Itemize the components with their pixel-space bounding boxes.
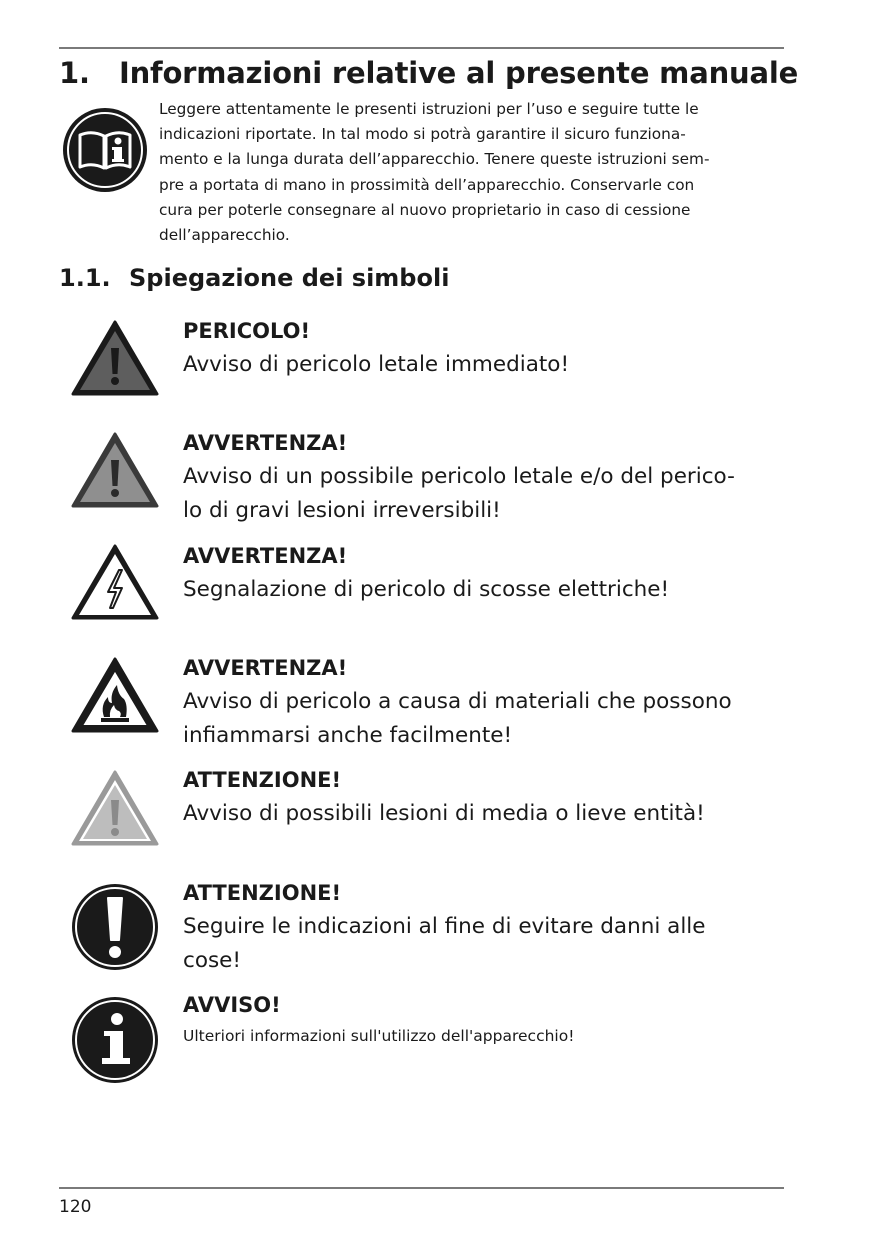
intro-line: cura per poterle consegnare al nuovo proprietario in caso di cessione: [159, 200, 691, 219]
symbol-description: Ulteriori informazioni sull'utilizzo dell'apparecchio!: [183, 1027, 575, 1045]
symbol-title: AVVERTENZA!: [183, 544, 348, 568]
section-number: 1.: [59, 56, 90, 90]
manual-info-icon: [60, 105, 150, 195]
subsection-number: 1.1.: [59, 264, 111, 292]
warning-triangle-icon: [70, 430, 160, 520]
top-rule: [59, 47, 784, 49]
danger-triangle-icon: [70, 318, 160, 408]
symbol-description: Avviso di un possibile pericolo letale e/o del perico-: [183, 464, 735, 489]
symbol-title: AVVERTENZA!: [183, 431, 348, 455]
symbol-entry: [183, 314, 783, 382]
intro-line: pre a portata di mano in prossimità dell’apparecchio. Conservarle con: [159, 175, 695, 194]
intro-line: dell’apparecchio.: [159, 226, 290, 245]
symbol-description: lo di gravi lesioni irreversibili!: [183, 498, 501, 523]
symbol-description: Avviso di possibili lesioni di media o lieve entità!: [183, 801, 705, 826]
subsection-title: Spiegazione dei simboli: [129, 264, 450, 292]
flammable-icon: [70, 655, 160, 745]
symbol-description: Avviso di pericolo a causa di materiali che possono: [183, 689, 732, 714]
page-number: 120: [59, 1197, 92, 1217]
bottom-rule: [59, 1187, 784, 1189]
symbol-title: PERICOLO!: [183, 319, 311, 343]
symbol-description: Segnalazione di pericolo di scosse elettriche!: [183, 577, 670, 602]
electric-shock-icon: [70, 542, 160, 632]
symbol-title: ATTENZIONE!: [183, 881, 342, 905]
intro-line: mento e la lunga durata dell’apparecchio. Tenere queste istruzioni sem-: [159, 150, 710, 169]
intro-paragraph: [159, 97, 784, 248]
symbol-entry: [183, 426, 783, 528]
intro-line: indicazioni riportate. In tal modo si potrà garantire il sicuro funziona-: [159, 125, 686, 144]
section-heading: [59, 56, 799, 96]
symbol-description: cose!: [183, 948, 242, 973]
exclamation-circle-icon: [70, 882, 160, 972]
symbol-entry: [183, 539, 783, 607]
symbol-entry: [183, 876, 783, 978]
symbol-entry: [183, 651, 783, 753]
section-title: Informazioni relative al presente manuale: [119, 56, 799, 90]
intro-line: Leggere attentamente le presenti istruzioni per l’uso e seguire tutte le: [159, 100, 699, 118]
symbol-title: ATTENZIONE!: [183, 768, 342, 792]
symbol-description: Seguire le indicazioni al fine di evitare danni alle: [183, 914, 706, 939]
caution-triangle-icon: [70, 768, 160, 858]
symbol-title: AVVERTENZA!: [183, 656, 348, 680]
symbol-entry: [183, 988, 783, 1050]
symbol-title: AVVISO!: [183, 993, 281, 1017]
info-circle-icon: [70, 995, 160, 1085]
symbol-description: infiammarsi anche facilmente!: [183, 723, 513, 748]
symbol-entry: [183, 763, 783, 831]
symbol-description: Avviso di pericolo letale immediato!: [183, 352, 570, 377]
